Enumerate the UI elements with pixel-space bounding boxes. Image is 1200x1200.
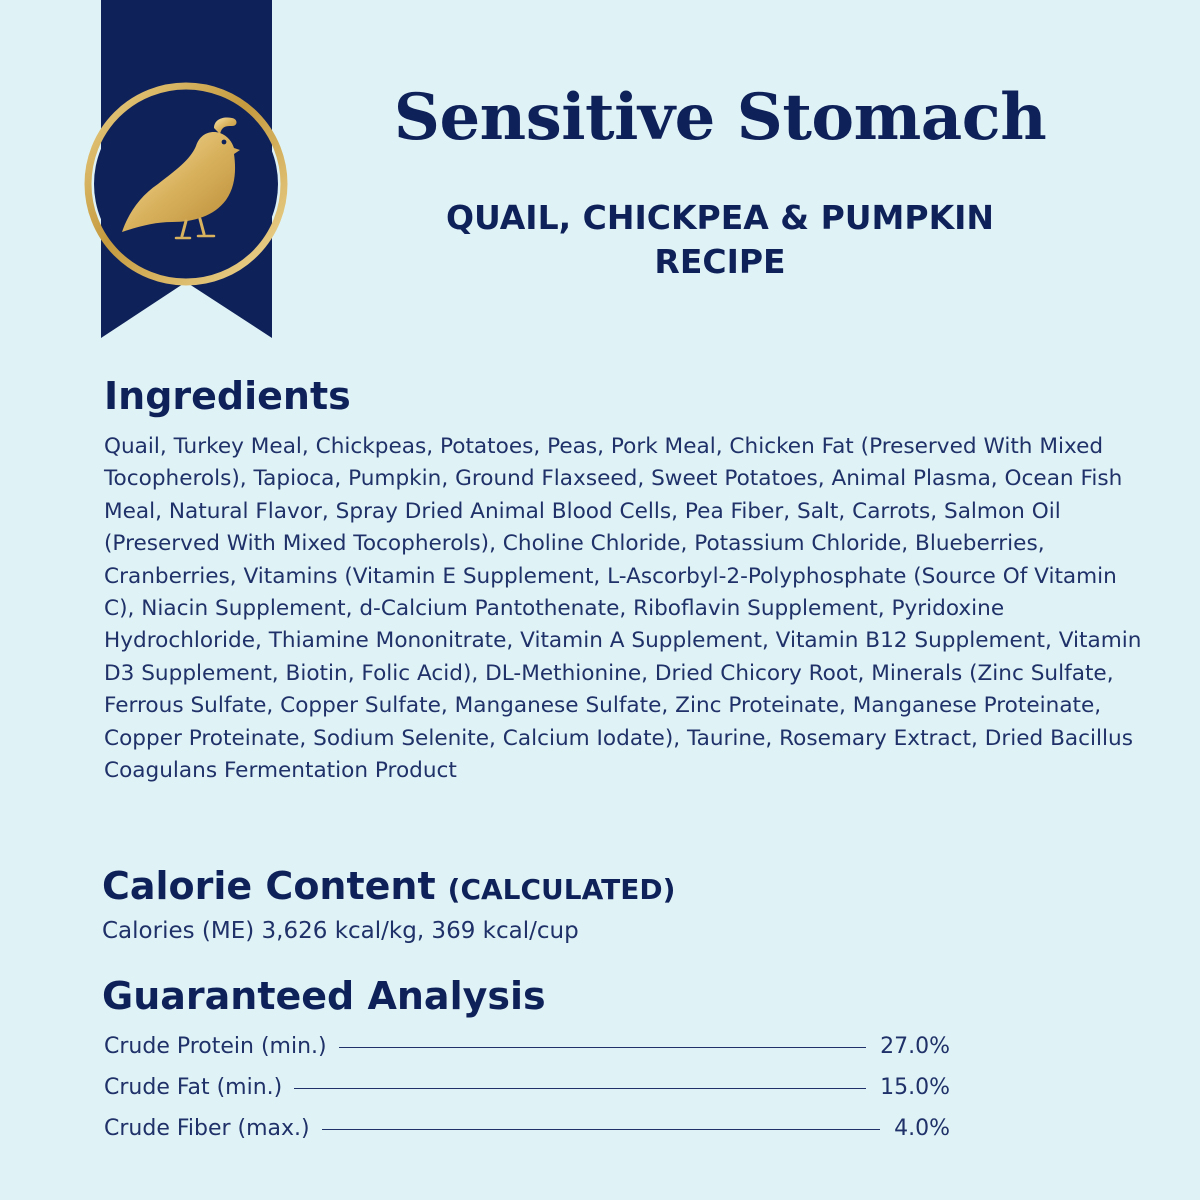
analysis-value: 27.0% [880,1034,950,1059]
recipe-subtitle: QUAIL, CHICKPEA & PUMPKIN RECIPE [445,198,995,281]
leader-line [322,1129,880,1130]
leader-line [294,1088,866,1089]
analysis-row-fiber [104,1108,950,1149]
analysis-label: Crude Fat (min.) [104,1075,283,1100]
analysis-table [104,1026,950,1149]
analysis-value: 15.0% [880,1075,950,1100]
calorie-heading [102,860,675,916]
calorie-value: Calories (ME) 3,626 kcal/kg, 369 kcal/cup [102,918,579,944]
analysis-label: Crude Fiber (max.) [104,1116,310,1141]
page-title: Sensitive Stomach [393,80,1047,155]
calorie-heading-suffix: (CALCULATED) [447,873,676,906]
ribbon-badge [0,0,1200,360]
analysis-heading: Guaranteed Analysis [102,974,546,1018]
ingredients-heading: Ingredients [104,374,351,418]
analysis-value: 4.0% [894,1116,950,1141]
ingredients-list: Quail, Turkey Meal, Chickpeas, Potatoes, Peas, Pork Meal, Chicken Fat (Preserved With Mixed Tocopherols), Tapioca, Pumpkin, Ground Flaxseed, Sweet Potatoes, Animal Plasma, Ocean Fish Meal, Natural Flavor, Spray Dried Animal Blood Cells, Pea Fiber, Salt, Carrots, Salmon Oil (Preserved With Mixed Tocopherols), Choline Chloride, Potassium Chloride, Blueberries, Cranberries, Vitamins (Vitamin E Supplement, L-Ascorbyl-2-Polyphosphate (Source Of Vitamin C), Niacin Supplement, d-Calcium Pantothenate, Riboflavin Supplement, Pyridoxine Hydrochloride, Thiamine Mononitrate, Vitamin A Supplement, Vitamin B12 Supplement, Vitamin D3 Supplement, Biotin, Folic Acid), DL-Methionine, Dried Chicory Root, Minerals (Zinc Sulfate, Ferrous Sulfate, Copper Sulfate, Manganese Sulfate, Zinc Proteinate, Manganese Proteinate, Copper Proteinate, Sodium Selenite, Calcium Iodate), Taurine, Rosemary Extract, Dried Bacillus Coagulans Fermentation Product [104,434,1142,784]
analysis-row-protein [104,1026,950,1067]
calorie-heading-text: Calorie Content [102,864,436,908]
analysis-row-fat [104,1067,950,1108]
analysis-label: Crude Protein (min.) [104,1034,327,1059]
leader-line [339,1047,867,1048]
